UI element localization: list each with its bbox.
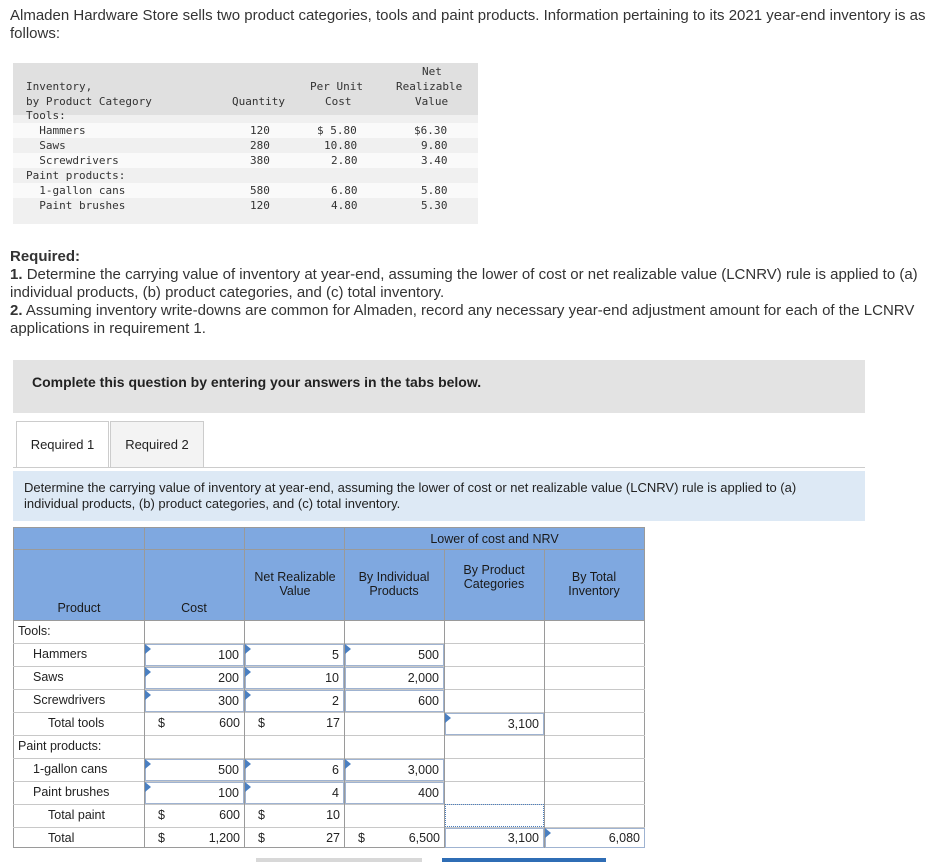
ref-row-quantity: 120 — [250, 199, 270, 212]
category-input-paint[interactable] — [445, 804, 544, 827]
row-label-hammers: Hammers — [33, 647, 88, 661]
ref-header-unit-cost-2: Cost — [325, 95, 352, 108]
nrv-input-hammers[interactable] — [245, 644, 344, 666]
ref-row-label: Tools: — [26, 109, 66, 122]
individual-input-saws[interactable] — [345, 667, 444, 689]
requirements — [10, 248, 934, 338]
currency-symbol: $ — [358, 831, 365, 845]
ref-row-cost: 6.80 — [331, 184, 358, 197]
input-flag-icon — [145, 759, 151, 769]
ref-row-quantity: 120 — [250, 124, 270, 137]
required-item1-number: 1. — [10, 266, 23, 283]
individual-value-brushes: 400 — [418, 786, 439, 800]
section-paint-products: Paint products: — [18, 739, 102, 753]
ref-row-label: Hammers — [26, 124, 86, 137]
header-group-lcnrv: Lower of cost and NRV — [430, 532, 559, 546]
row-label-total-paint: Total paint — [48, 808, 105, 822]
ref-row-label: Saws — [26, 139, 66, 152]
header-cost: Cost — [181, 601, 207, 615]
individual-value-hammers: 500 — [418, 648, 439, 662]
category-input-tools[interactable] — [445, 713, 544, 735]
ref-row-quantity: 380 — [250, 154, 270, 167]
nrv-value-cans: 6 — [332, 763, 339, 777]
nrv-value-total-paint: 10 — [326, 808, 340, 822]
cost-value-total-tools: 600 — [219, 716, 240, 730]
cost-value-screwdrivers: 300 — [218, 694, 239, 708]
cost-input-saws[interactable] — [145, 667, 244, 689]
input-flag-icon — [145, 667, 151, 677]
header-by-category: By Product Categories — [463, 563, 525, 591]
header-divider — [244, 527, 245, 621]
input-flag-icon — [545, 828, 551, 838]
cost-value-total-paint: 600 — [219, 808, 240, 822]
nrv-value-hammers: 5 — [332, 648, 339, 662]
nrv-input-cans[interactable] — [245, 759, 344, 781]
ref-row-nrv: 5.30 — [421, 199, 448, 212]
input-flag-icon — [345, 759, 351, 769]
total-value: 6,080 — [608, 831, 640, 845]
col-divider — [544, 620, 545, 848]
header-product: Product — [57, 601, 101, 615]
ref-header-category-1: Inventory, — [26, 80, 93, 93]
individual-value-saws: 2,000 — [407, 671, 439, 685]
input-flag-icon — [445, 713, 451, 723]
currency-symbol: $ — [158, 808, 165, 822]
banner-text: Complete this question by entering your answers in the tabs below. — [32, 374, 482, 390]
input-flag-icon — [145, 690, 151, 700]
individual-input-brushes[interactable] — [345, 782, 444, 804]
header-by-total: By Total Inventory — [568, 570, 620, 598]
ref-row-nrv: 3.40 — [421, 154, 448, 167]
cost-input-screwdrivers[interactable] — [145, 690, 244, 712]
cost-input-brushes[interactable] — [145, 782, 244, 804]
input-flag-icon — [245, 644, 251, 654]
row-label-saws: Saws — [33, 670, 64, 684]
tab-divider — [13, 467, 865, 468]
instructions-banner — [13, 360, 865, 413]
tab-required-1[interactable]: Required 1 — [16, 421, 109, 468]
row-label-cans: 1-gallon cans — [33, 762, 108, 776]
row-label-total-tools: Total tools — [48, 716, 105, 730]
required-item1: Determine the carrying value of inventory at year-end, assuming the lower of cost or net realizable value (LCNRV) rule is applied to (a) individual products, (b) product categories, and (c) total inventory. — [10, 266, 918, 301]
ref-row-cost: 4.80 — [331, 199, 358, 212]
individual-input-screwdrivers[interactable] — [345, 690, 444, 712]
cost-value-total: 1,200 — [208, 831, 240, 845]
section-tools: Tools: — [18, 624, 51, 638]
currency-symbol: $ — [258, 808, 265, 822]
ref-row-label: Screwdrivers — [26, 154, 119, 167]
ref-row-quantity: 580 — [250, 184, 270, 197]
ref-row-nrv: 9.80 — [421, 139, 448, 152]
nrv-value-screwdrivers: 2 — [332, 694, 339, 708]
input-flag-icon — [245, 690, 251, 700]
individual-value-screwdrivers: 600 — [418, 694, 439, 708]
ref-row-cost: 2.80 — [331, 154, 358, 167]
row-label-screwdrivers: Screwdrivers — [33, 693, 106, 707]
row-label-brushes: Paint brushes — [33, 785, 110, 799]
inventory-reference-table — [13, 63, 478, 224]
cost-input-hammers[interactable] — [145, 644, 244, 666]
header-nrv: Net Realizable Value — [254, 570, 336, 598]
input-flag-icon — [245, 759, 251, 769]
ref-header-nrv-3: Value — [415, 95, 449, 108]
cost-value-hammers: 100 — [218, 648, 239, 662]
input-flag-icon — [345, 644, 351, 654]
ref-row-nrv: 5.80 — [421, 184, 448, 197]
ref-row-label: Paint products: — [26, 169, 126, 182]
individual-input-cans[interactable] — [345, 759, 444, 781]
tab-required-2[interactable]: Required 2 — [110, 421, 204, 468]
currency-symbol: $ — [258, 716, 265, 730]
header-divider — [344, 549, 645, 550]
ref-header-nrv-1: Net — [422, 65, 442, 78]
prev-tab-button[interactable] — [256, 858, 422, 862]
header-by-individual: By Individual Products — [358, 570, 430, 598]
currency-symbol: $ — [258, 831, 265, 845]
ref-row-label: Paint brushes — [26, 199, 126, 212]
header-divider — [444, 549, 445, 621]
nrv-value-saws: 10 — [325, 671, 339, 685]
input-flag-icon — [245, 667, 251, 677]
individual-value-cans: 3,000 — [407, 763, 439, 777]
nrv-value-brushes: 4 — [332, 786, 339, 800]
category-value-tools: 3,100 — [507, 717, 539, 731]
ref-row-quantity: 280 — [250, 139, 270, 152]
required-item2: Assuming inventory write-downs are common for Almaden, record any necessary year-end adjustment amount for each of the LCNRV applications in requirement 1. — [10, 302, 915, 337]
instruction-text: Determine the carrying value of inventory at year-end, assuming the lower of cost or net realizable value (LCNRV) rule is applied to (a) individual products, (b) product categories, and (c) total inventory. — [24, 480, 797, 511]
intro-text: Almaden Hardware Store sells two product categories, tools and paint products. Information pertaining to its 2021 year-end inventory is as follows: — [10, 7, 926, 42]
ref-row-label: 1-gallon cans — [26, 184, 126, 197]
ref-header-unit-cost-1: Per Unit — [310, 80, 363, 93]
nrv-value-total-tools: 17 — [326, 716, 340, 730]
ref-row-nrv: $6.30 — [414, 124, 448, 137]
ref-header-quantity: Quantity — [232, 95, 285, 108]
input-flag-icon — [145, 644, 151, 654]
row-divider — [13, 735, 645, 736]
ref-row-cost: $ 5.80 — [317, 124, 357, 137]
individual-value-total: 6,500 — [408, 831, 440, 845]
required-title: Required: — [10, 248, 81, 265]
category-value-total: 3,100 — [507, 831, 539, 845]
nrv-input-saws[interactable] — [245, 667, 344, 689]
ref-header-nrv-2: Realizable — [396, 80, 463, 93]
category-input-total[interactable] — [445, 828, 544, 848]
next-tab-button[interactable] — [442, 858, 606, 862]
row-divider — [13, 712, 645, 713]
ref-header-category-2: by Product Category — [26, 95, 152, 108]
tab-instruction — [13, 471, 865, 521]
cost-value-cans: 500 — [218, 763, 239, 777]
nrv-value-total: 27 — [326, 831, 340, 845]
header-divider — [544, 549, 545, 621]
row-label-total: Total — [48, 831, 75, 845]
nrv-input-screwdrivers[interactable] — [245, 690, 344, 712]
row-divider — [13, 804, 645, 805]
cost-value-brushes: 100 — [218, 786, 239, 800]
cost-input-cans[interactable] — [145, 759, 244, 781]
currency-symbol: $ — [158, 831, 165, 845]
input-flag-icon — [245, 782, 251, 792]
total-input[interactable] — [545, 828, 645, 848]
header-divider — [13, 549, 345, 550]
input-flag-icon — [145, 782, 151, 792]
ref-row-cost: 10.80 — [324, 139, 358, 152]
currency-symbol: $ — [158, 716, 165, 730]
required-item2-number: 2. — [10, 302, 23, 319]
nrv-input-brushes[interactable] — [245, 782, 344, 804]
cost-value-saws: 200 — [218, 671, 239, 685]
individual-input-hammers[interactable] — [345, 644, 444, 666]
